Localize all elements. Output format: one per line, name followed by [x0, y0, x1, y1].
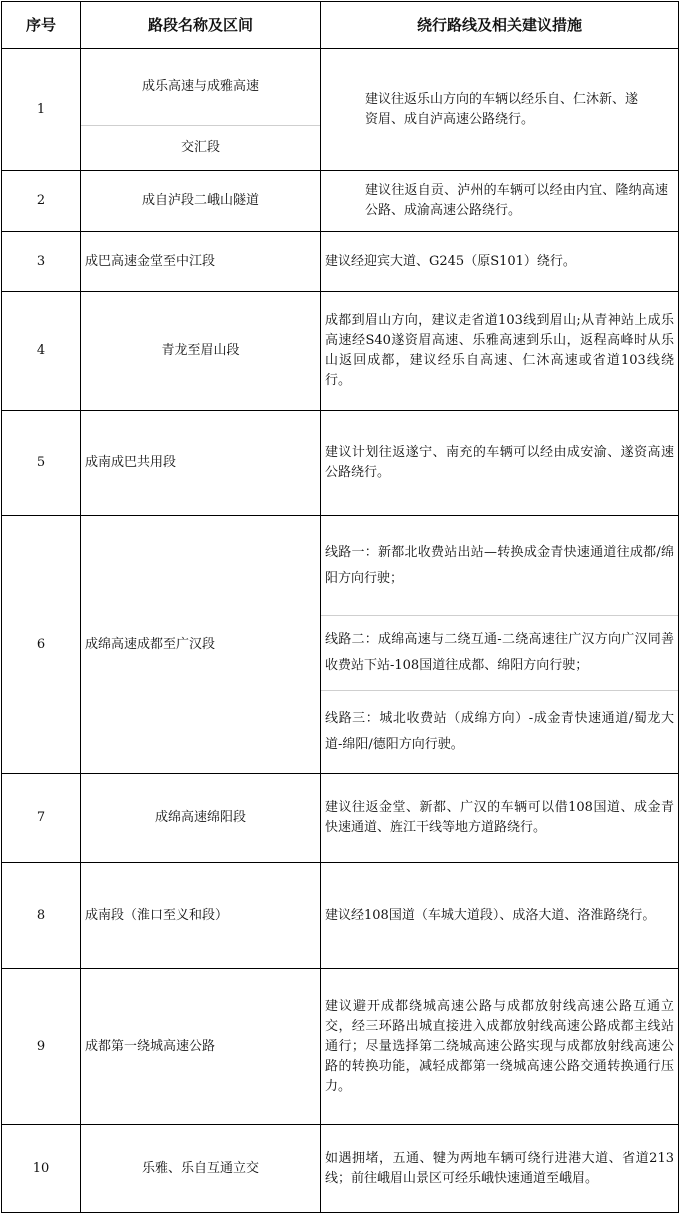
row-no: 6 — [36, 636, 46, 652]
row-section: 乐雅、乐自互通立交 — [141, 1160, 259, 1176]
row-section: 成自泸段二峨山隧道 — [141, 193, 259, 208]
route-2: 线路二：成绵高速与二绕互通-二绕高速往广汉方向广汉同善收费站下站-108国道往成都、绵阳方向行驶； — [325, 632, 674, 673]
row-detour: 建议往返乐山方向的车辆以经乐自、仁沐新、遂资眉、成自泸高速公路绕行。 — [365, 91, 639, 127]
row-no: 5 — [36, 455, 46, 470]
row-section: 成绵高速绵阳段 — [154, 810, 246, 825]
detour-table — [1, 1, 679, 1213]
row-no: 10 — [32, 1160, 50, 1176]
route-3: 线路三：城北收费站（成绵方向）-成金青快速通道/蜀龙大道-绵阳/德阳方向行驶。 — [325, 711, 674, 752]
row-divider — [1, 1212, 679, 1213]
table-border-right — [678, 1, 679, 1213]
row-section: 成巴高速金堂至中江段 — [85, 253, 216, 269]
route-1: 线路一：新都北收费站出站—转换成金青快速通道往成都/绵阳方向行驶； — [325, 544, 674, 586]
row-detour: 建议往返自贡、泸州的车辆可以经由内宜、隆纳高速公路、成渝高速公路绕行。 — [365, 183, 668, 218]
row-section: 成都第一绕城高速公路 — [85, 1038, 216, 1054]
row-section: 成南成巴共用段 — [85, 455, 177, 470]
row-no: 3 — [36, 253, 46, 269]
row-section: 成乐高速与成雅高速 — [141, 79, 259, 94]
row-detour: 成都到眉山方向，建议走省道103线到眉山;从青神站上成乐高速经S40遂资眉高速、乐雅高速到乐山，返程高峰时从乐山返回成都，建议经乐自高速、仁沐高速或省道103线绕行。 — [325, 313, 674, 388]
header-section: 路段名称及区间 — [147, 16, 253, 34]
row-no: 4 — [36, 343, 46, 358]
row-detour: 建议计划往返遂宁、南充的车辆可以经由成安渝、遂资高速公路绕行。 — [325, 445, 674, 480]
row-section: 青龙至眉山段 — [161, 343, 240, 358]
row-no: 7 — [36, 810, 46, 825]
header-detour: 绕行路线及相关建议措施 — [416, 16, 582, 34]
row-section-sub: 交汇段 — [180, 140, 220, 155]
row-no: 2 — [36, 193, 46, 208]
row-no: 8 — [36, 907, 46, 923]
row-detour: 如遇拥堵，五通、犍为两地车辆可绕行进港大道、省道213线；前往峨眉山景区可经乐峨快速通道至峨眉。 — [325, 1150, 674, 1186]
row-detour: 建议经迎宾大道、G245（原S101）绕行。 — [325, 253, 576, 269]
row-section: 成绵高速成都至广汉段 — [85, 636, 216, 652]
row-detour: 建议避开成都绕城高速公路与成都放射线高速公路互通立交，经三环路出城直接进入成都放射线高速公路成都主线站通行；尽量选择第二绕城高速公路实现与成都放射线高速公路的转换功能，减轻成都第一绕城高速公路交通转换通行压力。 — [325, 998, 674, 1094]
row-section: 成南段（淮口至义和段） — [85, 907, 229, 923]
row-detour: 建议经108国道（车城大道段）、成洛大道、洛淮路绕行。 — [325, 907, 656, 923]
row-detour: 建议往返金堂、新都、广汉的车辆可以借108国道、成金青快速通道、旌江干线等地方道路绕行。 — [325, 800, 674, 835]
row-no: 1 — [36, 101, 46, 117]
header-no: 序号 — [25, 16, 56, 34]
row-no: 9 — [36, 1038, 46, 1054]
